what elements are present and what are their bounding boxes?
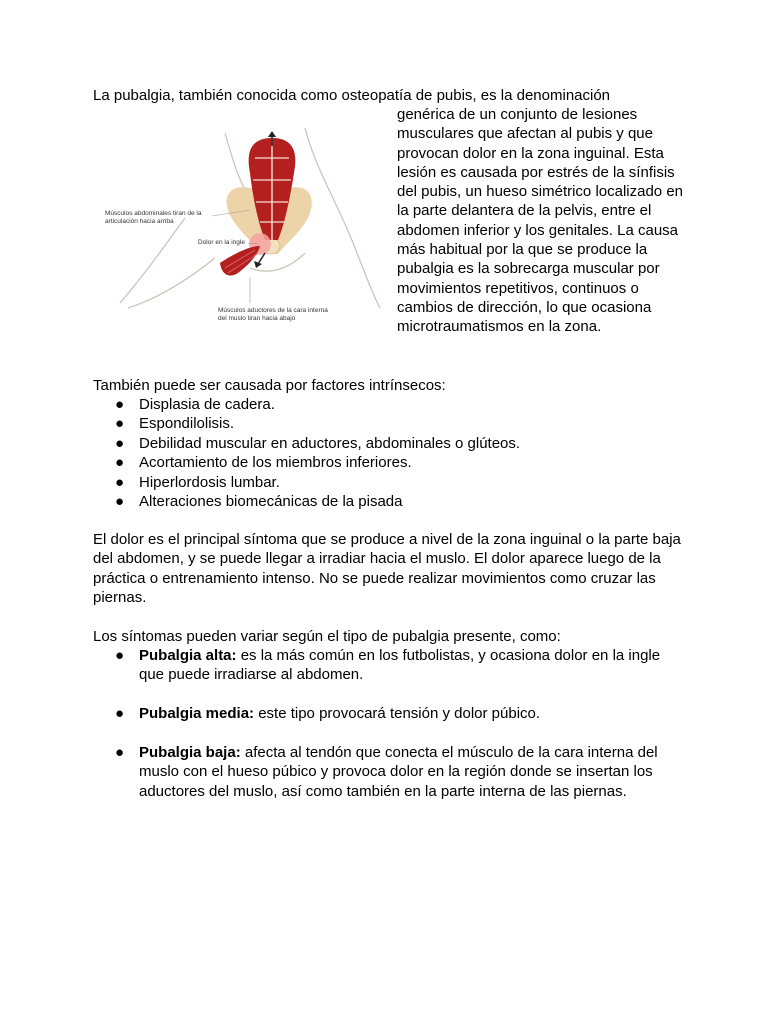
- symptom-term: Pubalgia baja:: [139, 744, 241, 761]
- symptom-desc: este tipo provocará tensión y dolor púbico.: [254, 705, 541, 723]
- bullet-icon: ●: [115, 454, 125, 472]
- list-item: ● Hiperlordosis lumbar.: [115, 473, 280, 491]
- intro-first-line: La pubalgia, también conocida como osteopatía de pubis, es la denominación: [93, 87, 611, 104]
- bullet-icon: ●: [115, 493, 125, 511]
- symptoms-intro: Los síntomas pueden variar según el tipo de pubalgia presente, como:: [93, 628, 561, 645]
- intro-wrapped-text: genérica de un conjunto de lesiones musculares que afectan al pubis y que provocan dolor en la zona inguinal. Esta lesión es causada por estrés de la sínfisis del pubis, un hueso simétrico localizado en la parte delantera de la pelvis, entre el abdomen inferior y los genitales. La causa más habitual por la que se produce la pubalgia es la sobrecarga muscular por movimientos repetitivos, continuos o cambios de dirección, lo que ocasiona microtraumatismos en la zona.: [397, 106, 684, 336]
- symptoms-list: [115, 646, 685, 801]
- bullet-icon: ●: [115, 415, 125, 433]
- label-adductor-line1: Músculos aductores de la cara interna: [218, 307, 328, 314]
- bullet-icon: ●: [115, 705, 125, 723]
- pubalgia-illustration: [100, 128, 390, 328]
- symptom-term: Pubalgia alta:: [139, 647, 237, 664]
- list-item: ● Displasia de cadera.: [115, 396, 275, 413]
- list-item: ● Debilidad muscular en aductores, abdominales o glúteos.: [115, 434, 521, 452]
- list-item: ● Acortamiento de los miembros inferiores.: [115, 454, 412, 472]
- list-item: ● Alteraciones biomecánicas de la pisada: [115, 493, 403, 511]
- bullet-icon: ●: [115, 473, 125, 491]
- pain-paragraph: El dolor es el principal síntoma que se produce a nivel de la zona inguinal o la parte baja del abdomen, y se puede llegar a irradiar hacia el muslo. El dolor aparece luego de la práctica o entrenamiento intenso. No se puede realizar movimientos como cruzar las piernas.: [93, 531, 681, 607]
- list-item: [115, 743, 685, 801]
- label-abdominal-line1: Músculos abdominales tiran de la: [105, 210, 202, 217]
- bullet-icon: ●: [115, 647, 125, 664]
- bullet-icon: ●: [115, 434, 125, 452]
- symptom-term: Pubalgia media:: [139, 705, 255, 723]
- label-pain: Dolor en la ingle: [198, 239, 245, 246]
- bullet-icon: ●: [115, 744, 125, 761]
- pelvis-diagram: [100, 128, 390, 328]
- bullet-icon: ●: [115, 396, 125, 413]
- label-abdominal-line2: articulación hacia arriba: [105, 218, 174, 225]
- list-item: [115, 646, 685, 685]
- symptom-desc: es la más común en los futbolistas, y ocasiona dolor en la ingle que puede irradiarse al abdomen.: [139, 647, 661, 684]
- list-item: [115, 704, 685, 723]
- label-adductor-line2: del muslo tiran hacia abajo: [218, 315, 296, 322]
- list-item: ● Espondilolisis.: [115, 415, 235, 433]
- symptom-desc: afecta al tendón que conecta el músculo de la cara interna del muslo con el hueso púbico y provoca dolor en la región donde se insertan los aductores del muslo, así como también en la parte interna de las piernas.: [139, 744, 658, 800]
- causes-intro: También puede ser causada por factores intrínsecos:: [93, 377, 446, 394]
- causes-list: [115, 395, 685, 511]
